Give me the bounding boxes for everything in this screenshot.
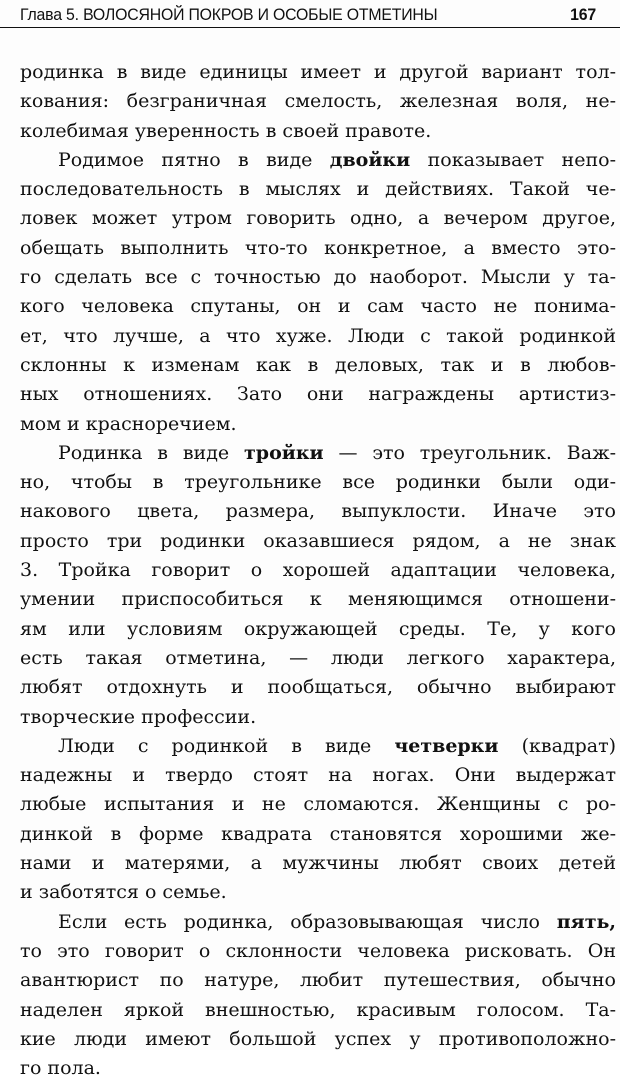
text-run: Родимое пятно в виде — [58, 148, 330, 171]
text-line: кие люди имеют большой успех у противоположно- — [20, 1027, 616, 1050]
running-head — [20, 4, 596, 34]
paragraph-3 — [20, 439, 616, 732]
paragraph-5 — [20, 908, 616, 1083]
text-line: динкой в форме квадрата становятся хорошими же- — [20, 822, 616, 845]
text-line: мом и красноречием. — [20, 412, 237, 435]
header-rule — [0, 27, 620, 28]
text-run: показывает непо- — [410, 148, 616, 171]
text-run: Если есть родинка, образовывающая число — [58, 910, 557, 933]
text-line: ных отношениях. Зато они награждены артистиз- — [20, 383, 616, 406]
bold-term: пять, — [556, 910, 616, 933]
text-line: есть такая отметина, — люди легкого характера, — [20, 646, 616, 669]
text-line — [20, 439, 616, 468]
bold-term: четверки — [394, 734, 499, 757]
text-line — [20, 146, 616, 175]
text-line: го пола. — [20, 1057, 101, 1080]
text-line: склонны к изменам как в деловых, так и в любов- — [20, 353, 616, 376]
text-line: наделен яркой внешностью, красивым голосом. Та- — [20, 998, 616, 1021]
text-line: авантюрист по натуре, любит путешествия, обычно — [20, 969, 616, 992]
text-run: (квадрат) — [498, 734, 617, 757]
paragraph-1 — [20, 58, 616, 146]
text-line: обещать выполнить что-то конкретное, а вместо это- — [20, 236, 616, 259]
text-line: просто три родинки оказавшиеся рядом, а не знак — [20, 529, 616, 552]
bold-term: тройки — [244, 441, 324, 464]
text-line: то это говорит о склонности человека рисковать. Он — [20, 939, 616, 962]
text-line: творческие профессии. — [20, 705, 257, 728]
text-line: кого человека спутаны, он и сам часто не понима- — [20, 295, 616, 318]
text-line: кования: безграничная смелость, железная воля, не- — [20, 90, 616, 113]
page-number: 167 — [570, 6, 596, 24]
paragraph-4 — [20, 732, 616, 908]
text-line: ет, что лучше, а что хуже. Люди с такой родинкой — [20, 324, 616, 347]
text-line: умении приспособиться к меняющимся отношени- — [20, 588, 616, 611]
chapter-title: Глава 5. ВОЛОСЯНОЙ ПОКРОВ И ОСОБЫЕ ОТМЕТИНЫ — [20, 6, 438, 24]
text-line: родинка в виде единицы имеет и другой вариант тол- — [20, 61, 616, 83]
text-line: последовательность в мыслях и действиях. Такой че- — [20, 178, 616, 201]
text-line: 3. Тройка говорит о хорошей адаптации человека, — [20, 559, 616, 582]
text-line: но, чтобы в треугольнике все родинки были оди- — [20, 471, 616, 494]
text-line: го сделать все с точностью до наоборот. Мысли у та- — [20, 266, 616, 289]
text-line: ловек может утром говорить одно, а вечером другое, — [20, 207, 616, 230]
text-line: любят отдохнуть и пообщаться, обычно выбирают — [20, 676, 616, 699]
bold-term: двойки — [329, 148, 411, 171]
text-line: надежны и твердо стоят на ногах. Они выдержат — [20, 764, 616, 787]
text-line: накового цвета, размера, выпуклости. Иначе это — [20, 500, 616, 523]
text-line: колебимая уверенность в своей правоте. — [20, 119, 432, 142]
body-text — [20, 58, 616, 1083]
text-line: любые испытания и не сломаются. Женщины с ро- — [20, 793, 616, 816]
text-run: Родинка в виде — [58, 441, 245, 464]
text-line: нами и матерями, а мужчины любят своих детей — [20, 852, 616, 875]
text-line: ям или условиям окружающей среды. Те, у кого — [20, 617, 616, 640]
text-line: и заботятся о семье. — [20, 881, 227, 904]
text-run: Люди с родинкой в виде — [58, 734, 395, 757]
text-line — [20, 908, 616, 937]
paragraph-2 — [20, 146, 616, 439]
text-line — [20, 732, 616, 761]
text-run: — это треугольник. Важ- — [323, 441, 616, 464]
